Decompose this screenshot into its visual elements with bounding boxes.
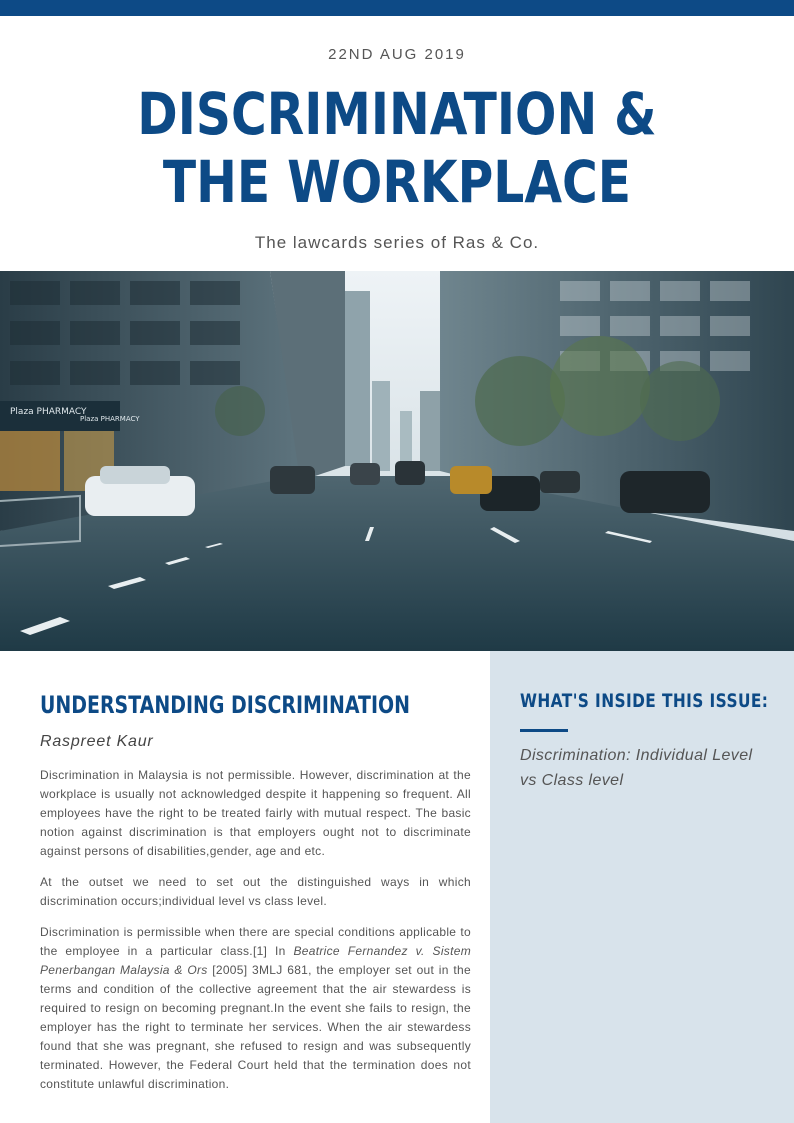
article-heading: UNDERSTANDING DISCRIMINATION <box>40 691 411 719</box>
paragraph-text: Discrimination is permissible when there are special conditions applicable to the employee in a particular class.[1] In <box>40 925 471 958</box>
page-subtitle: The lawcards series of Ras & Co. <box>254 233 540 252</box>
hero-city-street-image <box>0 271 794 651</box>
sidebar-panel <box>490 651 794 1123</box>
case-citation: Beatrice Fernandez v. Sistem Penerbangan Malaysia & Ors <box>40 944 471 977</box>
issue-date: 22ND AUG 2019 <box>328 46 466 63</box>
issue-contents-list <box>520 743 770 793</box>
paragraph-text: [2005] 3MLJ 681, the employer set out in the terms and condition of the collective agreement that the air stewardess is required to resign on becoming pregnant.In the event she fails to resign, the employer has the right to terminate her services. When the air stewardess found that she was pregnant, she refused to resign and was subsequently terminated. However, the Federal Court held that the termination does not constitute unlawful discrimination. <box>40 963 471 1091</box>
sidebar-divider <box>520 729 568 732</box>
storefront-sign: Plaza PHARMACY <box>10 407 87 417</box>
article-author: Raspreet Kaur <box>40 733 154 750</box>
city-street-photo-icon <box>0 271 794 651</box>
issue-contents-item: Discrimination: Individual Level vs Class level <box>520 747 753 789</box>
main-article <box>0 651 490 1123</box>
page-title: DISCRIMINATION & THE WORKPLACE <box>137 80 657 216</box>
article-paragraph: At the outset we need to set out the distinguished ways in which discrimination occurs;individual level vs class level. <box>40 875 471 908</box>
article-paragraph: Discrimination in Malaysia is not permissible. However, discrimination at the workplace is usually not acknowledged despite it happening so frequent. All employees have the right to be treated fairly with mutual respect. The basic notion against discrimination is that employers ought not to discriminate against persons of disabilities,gender, age and etc. <box>40 768 471 858</box>
article-body <box>40 766 471 1106</box>
sidebar-heading: WHAT'S INSIDE THIS ISSUE: <box>520 690 769 712</box>
storefront-sign: Plaza PHARMACY <box>80 415 140 423</box>
top-accent-bar <box>0 0 794 16</box>
article-paragraph <box>40 923 471 1094</box>
